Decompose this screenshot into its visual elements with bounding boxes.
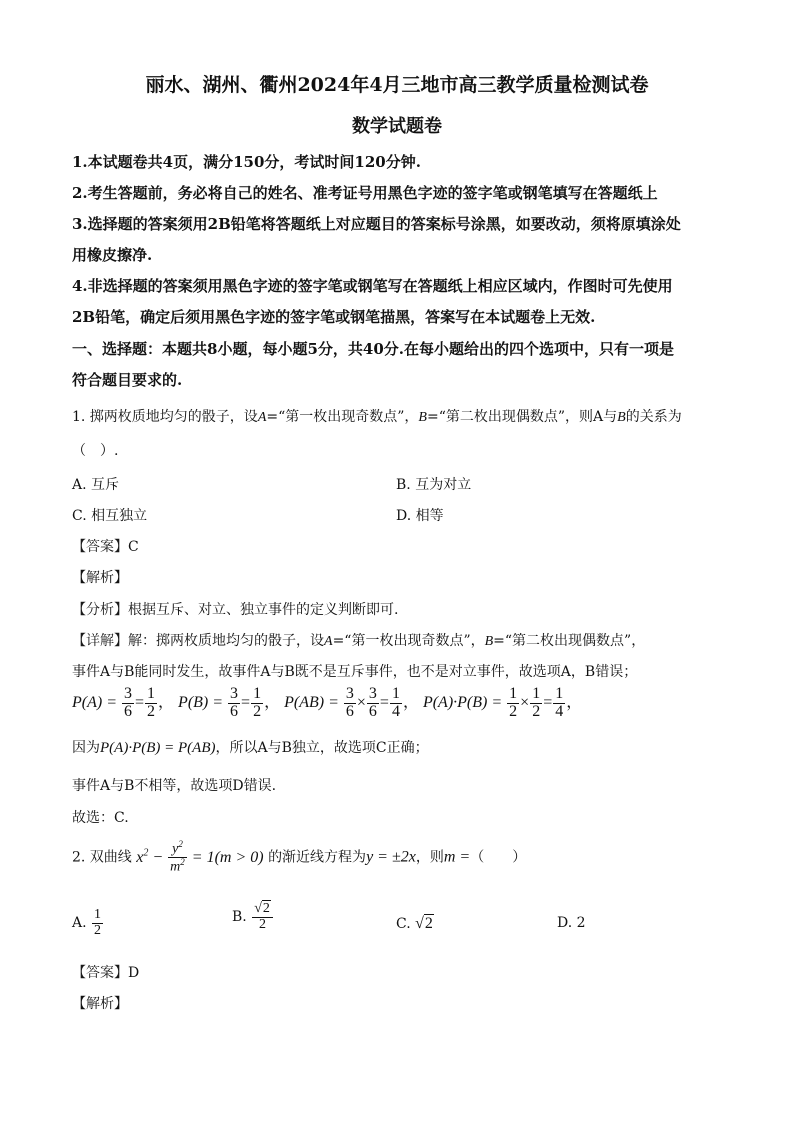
q2-option-c: C. √2 <box>396 915 433 932</box>
instruction-3: 3.选择题的答案须用2B铅笔将答题纸上对应题目的答案标号涂黑，如要改动，须将原填涂处 <box>72 215 681 233</box>
q1-option-b: B. 互为对立 <box>396 477 472 493</box>
q2-stem: 2. 双曲线 $x^2$ − $\frac{y^2}{m^2}$ = 1(m > 0) 的渐近线方程为y = ±2x，则m =（ ） <box>72 839 527 875</box>
q1-xiangjie: 【详解】解：掷两枚质地均匀的骰子，设A=“第一枚出现奇数点”，B=“第二枚出现偶数点”， <box>72 633 646 649</box>
q1-option-d-line: 事件A与B不相等，故选项D错误. <box>72 778 277 794</box>
q1-option-a: A. 互斥 <box>72 477 120 493</box>
q1-analysis-tag: 【解析】 <box>72 570 128 586</box>
instruction-3-cont: 用橡皮擦净. <box>72 246 153 264</box>
q2-option-b: B. $\frac{√2}{2}$ <box>232 902 274 932</box>
q1-option-c: C. 相互独立 <box>72 508 148 524</box>
q1-independence-line: 因为P(A)·P(B) = P(AB)，所以A与B独立，故选项C正确； <box>72 740 429 756</box>
section-heading: 一、选择题：本题共8小题，每小题5分，共40分.在每小题给出的四个选项中，只有一项是 <box>72 340 674 358</box>
q1-events-line: 事件A与B能同时发生，故事件A与B既不是互斥事件，也不是对立事件，故选项A，B错误； <box>72 664 638 680</box>
q1-probability-line: P(A) = $\frac{3}{6}$ = $\frac{1}{2}$ ， P(B) = $\frac{3}{6}$ = $\frac{1}{2}$ ， P(AB) = $\frac{3}{6}$ × $\frac{3}{6}$ = $\frac{1}{4}$ ， P(A)·P(B) = $\frac{1}{2}$ × $\frac{1}{2}$ = $\frac{1}{4}$ ， <box>72 685 583 720</box>
q1-stem: 1. 掷两枚质地均匀的骰子，设A=“第一枚出现奇数点”，B=“第二枚出现偶数点”，则A与B的关系为 <box>72 409 682 425</box>
q2-option-d: D. 2 <box>557 915 586 931</box>
exam-subtitle: 数学试题卷 <box>352 116 442 137</box>
q2-option-a: A. $\frac{1}{2}$ <box>72 907 102 938</box>
instruction-4: 4.非选择题的答案须用黑色字迹的签字笔或钢笔写在答题纸上相应区域内，作图时可先使用 <box>72 277 673 295</box>
q1-answer: 【答案】C <box>72 539 139 555</box>
q1-paren: （ ）. <box>72 443 119 459</box>
q2-hyperbola-equation: $x^2$ − $\frac{y^2}{m^2}$ = 1(m > 0) <box>136 839 264 875</box>
instruction-1: 1.本试题卷共4页，满分150分，考试时间120分钟. <box>72 153 421 171</box>
q2-analysis-tag: 【解析】 <box>72 996 128 1012</box>
exam-title: 丽水、湖州、衢州2024年4月三地市高三教学质量检测试卷 <box>145 74 649 96</box>
instruction-4-cont: 2B铅笔，确定后须用黑色字迹的签字笔或钢笔描黑，答案写在本试题卷上无效. <box>72 308 596 326</box>
section-heading-cont: 符合题目要求的. <box>72 371 183 389</box>
q1-choose: 故选：C. <box>72 810 129 826</box>
q2-answer: 【答案】D <box>72 965 140 981</box>
q1-option-d: D. 相等 <box>396 508 444 524</box>
instruction-2: 2.考生答题前，务必将自己的姓名、准考证号用黑色字迹的签字笔或钢笔填写在答题纸上 <box>72 184 658 202</box>
q1-fenxi: 【分析】根据互斥、对立、独立事件的定义判断即可. <box>72 602 399 618</box>
